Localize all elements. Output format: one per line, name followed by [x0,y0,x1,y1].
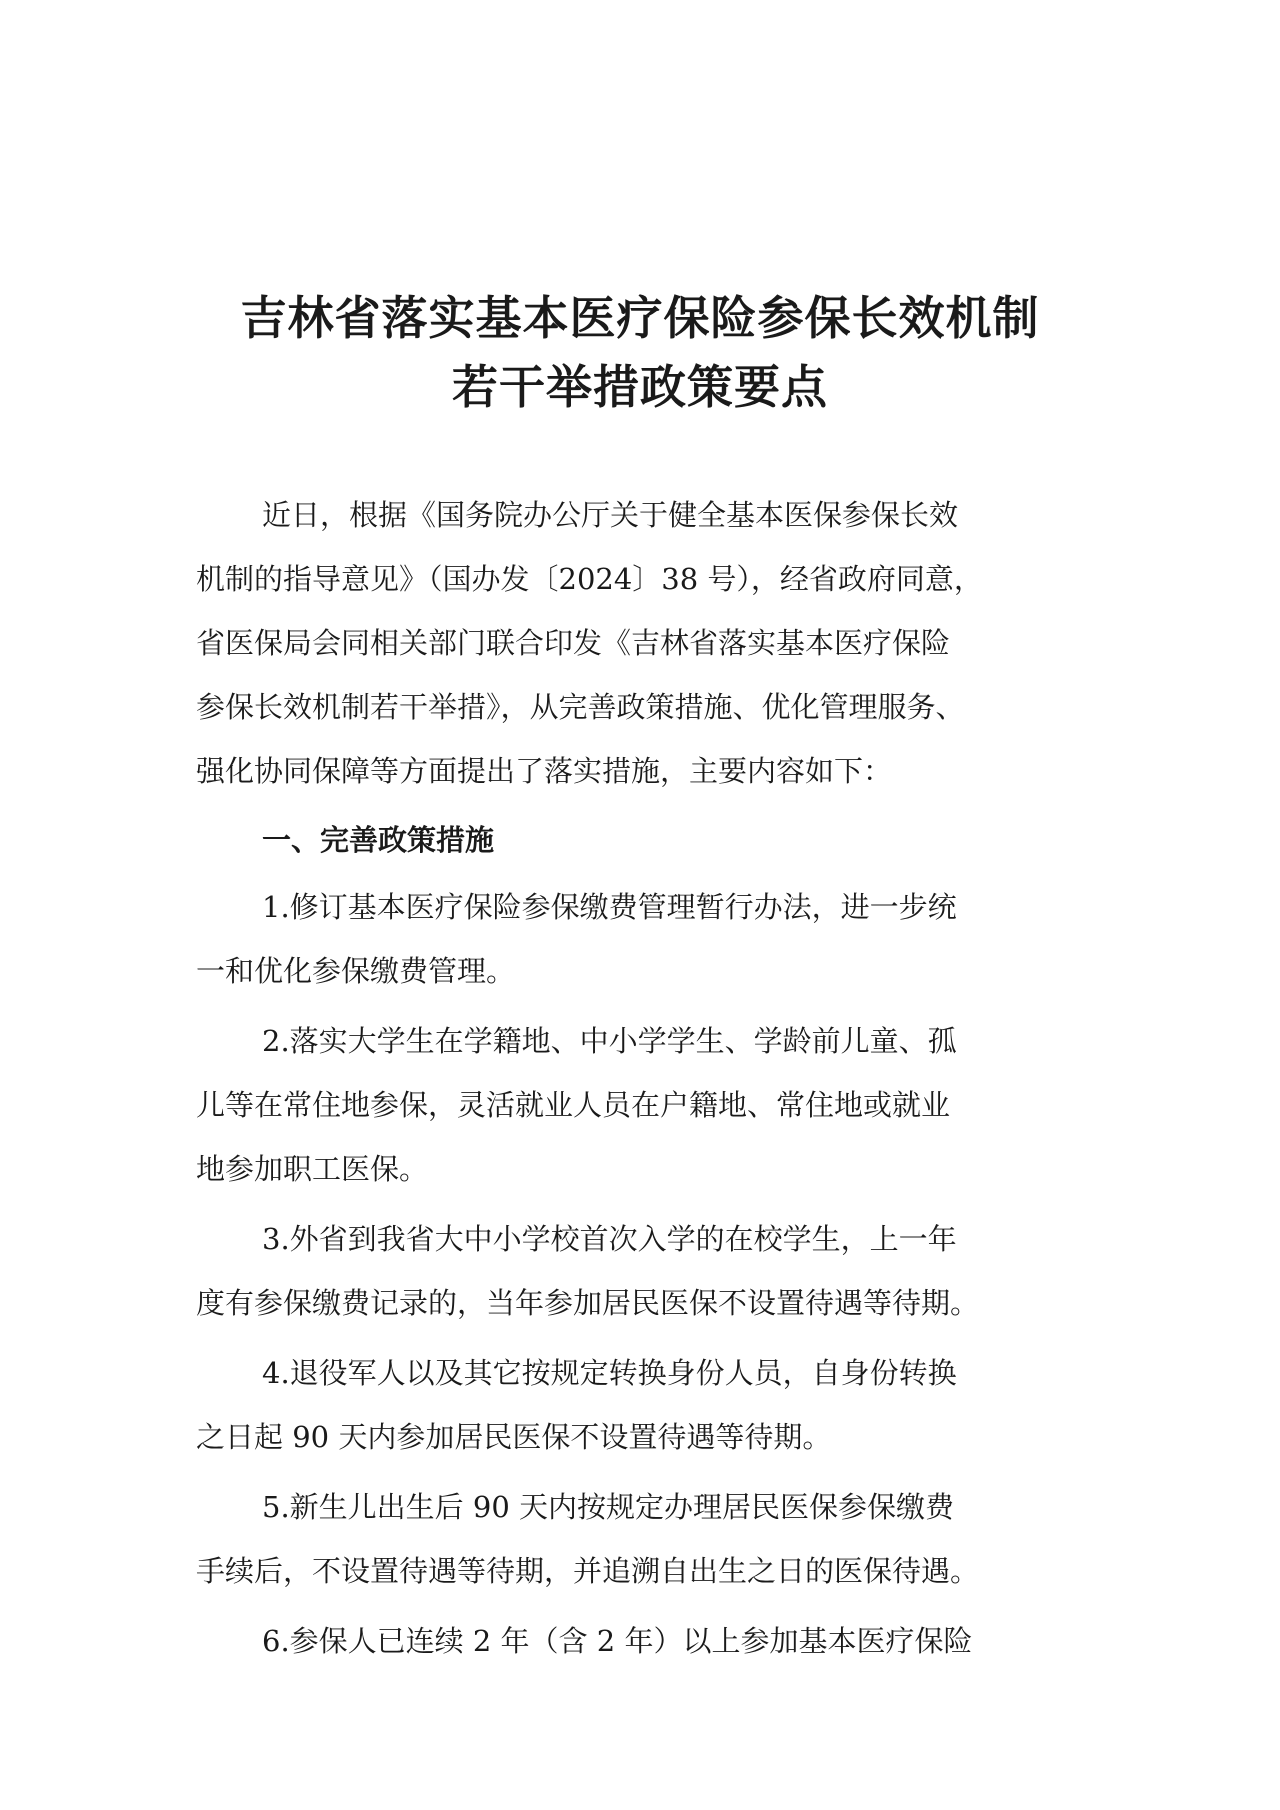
intro-line: 机制的指导意见》（国办发〔2024〕38 号），经省政府同意， [196,562,983,596]
item-6-line: 6.参保人已连续 2 年（含 2 年）以上参加基本医疗保险 [262,1624,973,1658]
item-2-line: 2.落实大学生在学籍地、中小学学生、学龄前儿童、孤 [262,1024,957,1058]
document-title-line-2: 若干举措政策要点 [452,360,828,414]
item-3-line: 3.外省到我省大中小学校首次入学的在校学生，上一年 [262,1222,957,1256]
item-5-line: 5.新生儿出生后 90 天内按规定办理居民医保参保缴费 [262,1490,955,1524]
item-2-line: 儿等在常住地参保，灵活就业人员在户籍地、常住地或就业 [196,1088,951,1122]
item-3-line: 度有参保缴费记录的，当年参加居民医保不设置待遇等待期。 [196,1286,980,1320]
item-2-line: 地参加职工医保。 [196,1152,429,1186]
item-5-line: 手续后，不设置待遇等待期，并追溯自出生之日的医保待遇。 [196,1554,980,1588]
intro-line: 参保长效机制若干举措》，从完善政策措施、优化管理服务、 [196,690,965,724]
item-1-line: 一和优化参保缴费管理。 [196,954,516,988]
section-heading: 一、完善政策措施 [262,823,495,857]
item-4-line: 之日起 90 天内参加居民医保不设置待遇等待期。 [196,1420,832,1454]
intro-line: 近日，根据《国务院办公厅关于健全基本医保参保长效 [262,498,959,532]
intro-line: 强化协同保障等方面提出了落实措施，主要内容如下： [196,754,893,788]
intro-line: 省医保局会同相关部门联合印发《吉林省落实基本医疗保险 [196,626,951,660]
item-4-line: 4.退役军人以及其它按规定转换身份人员，自身份转换 [262,1356,957,1390]
item-1-line: 1.修订基本医疗保险参保缴费管理暂行办法，进一步统 [262,890,957,924]
document-title-line-1: 吉林省落实基本医疗保险参保长效机制 [240,291,1040,345]
